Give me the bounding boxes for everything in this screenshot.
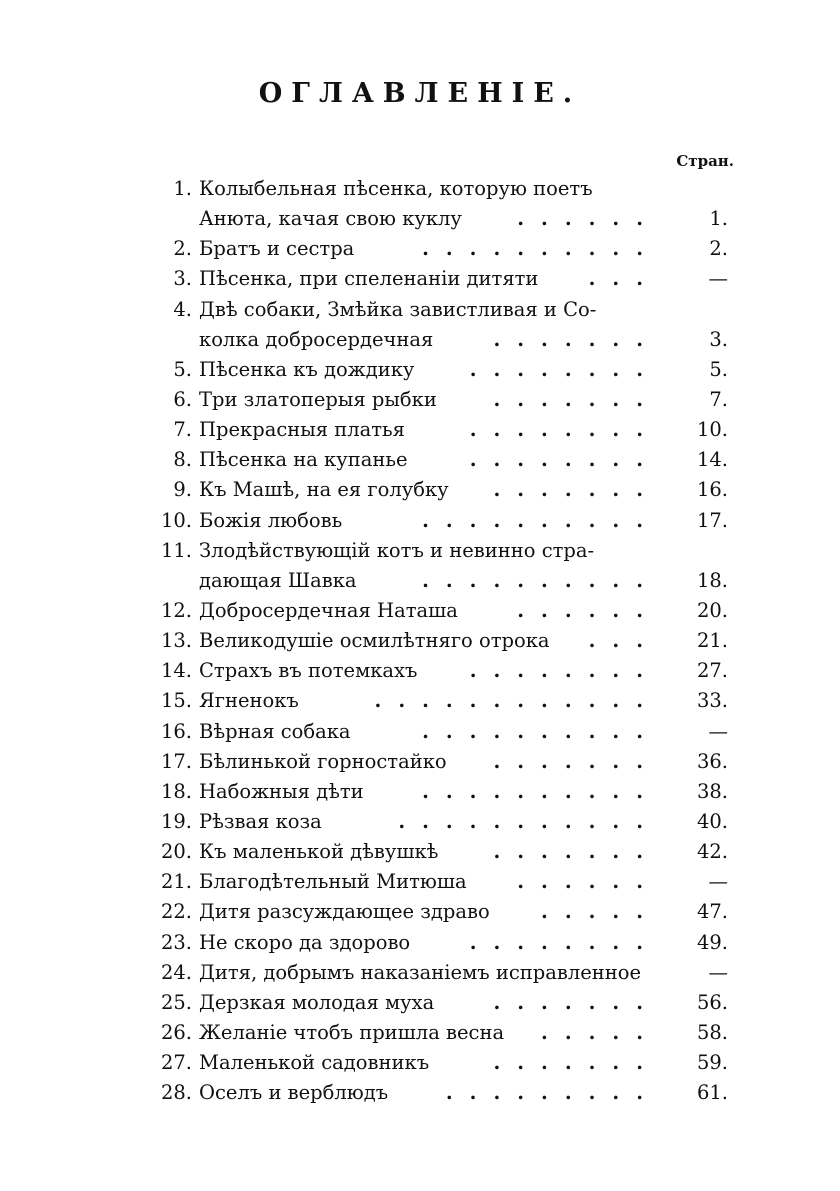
dot-leader: .......: [493, 840, 660, 864]
toc-entry-number: 16.: [160, 719, 192, 743]
dot-leader: ............: [374, 689, 660, 713]
toc-entry-number: 4.: [173, 297, 192, 321]
toc-entry-line: [150, 988, 740, 1018]
dot-leader: .......: [493, 990, 660, 1014]
toc-entry-page: —: [708, 267, 728, 291]
toc-entry-line: [150, 1048, 740, 1078]
toc-entry-number: 17.: [160, 749, 192, 773]
toc-entry-line: [150, 325, 740, 355]
page-column-header: Стран.: [676, 152, 734, 170]
toc-entry-title: Злодѣйствующій котъ и невинно стра-: [199, 538, 595, 562]
toc-entry-line: [150, 596, 740, 626]
toc-entry-title: Не скоро да здорово: [199, 930, 411, 954]
dot-leader: .......: [493, 327, 660, 351]
toc-entry-page: —: [708, 960, 728, 984]
toc-entry-number: 3.: [173, 267, 192, 291]
dot-leader: ...: [588, 267, 660, 291]
toc-entry-page: 10.: [696, 418, 728, 442]
toc-entry-page: —: [708, 719, 728, 743]
toc-entry-title: Рѣзвая коза: [199, 809, 322, 833]
dot-leader: ..........: [422, 508, 660, 532]
toc-entry-line: [150, 475, 740, 505]
toc-entry-page: 58.: [696, 1020, 728, 1044]
toc-entry-page: 59.: [696, 1051, 728, 1075]
toc-entry-page: 33.: [696, 689, 728, 713]
toc-entry-title: Братъ и сестра: [199, 237, 355, 261]
toc-entry-title: Три златоперыя рыбки: [199, 387, 437, 411]
toc-entry-number: 21.: [160, 870, 192, 894]
toc-entry-number: 12.: [160, 598, 192, 622]
toc-entry-line: [150, 355, 740, 385]
toc-entry-title: Пѣсенка къ дождику: [199, 357, 415, 381]
toc-entry-title: Двѣ собаки, Змѣйка завистливая и Со-: [199, 297, 597, 321]
toc-entry-line: [150, 626, 740, 656]
dot-leader: ......: [517, 598, 660, 622]
toc-entry-number: 9.: [173, 478, 192, 502]
toc-entry-line: [150, 747, 740, 777]
dot-leader: ..........: [422, 779, 660, 803]
toc-entry-title: колка добросердечная: [199, 327, 434, 351]
toc-entry-title: Къ маленькой дѣвушкѣ: [199, 840, 439, 864]
toc-entry-title: Колыбельная пѣсенка, которую поетъ: [199, 177, 593, 200]
toc-entry-line: [150, 1018, 740, 1048]
toc-entry-line: [150, 867, 740, 897]
toc-entry-line: [150, 506, 740, 536]
dot-leader: ..........: [422, 719, 660, 743]
toc-entry-title: Оселъ и верблюдъ: [199, 1081, 389, 1105]
toc-entry-page: —: [708, 870, 728, 894]
toc-entry-number: 15.: [160, 689, 192, 713]
toc-entry-number: 18.: [160, 779, 192, 803]
toc-entry-number: 23.: [160, 930, 192, 954]
toc-entry-number: 28.: [160, 1081, 192, 1105]
toc-entry-number: 7.: [173, 418, 192, 442]
toc-entry-line: [150, 807, 740, 837]
toc-entry-title: Желаніе чтобъ пришла весна: [199, 1020, 505, 1044]
toc-entry-title: Къ Машѣ, на ея голубку: [199, 478, 449, 502]
toc-entry-line: [150, 566, 740, 596]
toc-entry-line: [150, 445, 740, 475]
toc-entry-page: 1.: [709, 207, 728, 231]
toc-entry-title: Вѣрная собака: [199, 719, 351, 743]
toc-entry-page: 38.: [696, 779, 728, 803]
toc-entry-page: 61.: [696, 1081, 728, 1105]
toc-entry-number: 1.: [173, 177, 192, 200]
toc-entry-line: [150, 897, 740, 927]
dot-leader: ........: [469, 357, 660, 381]
dot-leader: ...: [588, 629, 660, 653]
dot-leader: .........: [445, 1081, 660, 1105]
toc-entry-page: 42.: [696, 840, 728, 864]
page-title: ОГЛАВЛЕНІЕ.: [258, 78, 582, 109]
toc-entry-line: [150, 295, 740, 325]
toc-entry-page: 17.: [696, 508, 728, 532]
toc-entry-page: 47.: [696, 900, 728, 924]
dot-leader: ...........: [398, 809, 660, 833]
toc-entry-title: Ягненокъ: [199, 689, 299, 713]
toc-entry-page: 56.: [696, 990, 728, 1014]
toc-entry-page: 2.: [709, 237, 728, 261]
toc-entry-page: 27.: [696, 659, 728, 683]
toc-entry-line: [150, 174, 740, 204]
toc-entry-number: 14.: [160, 659, 192, 683]
toc-entry-title: Пѣсенка, при спеленаніи дитяти: [199, 267, 539, 291]
dot-leader: .......: [493, 1051, 660, 1075]
dot-leader: ......: [517, 870, 660, 894]
toc-entry-line: [150, 656, 740, 686]
toc-entry-number: 11.: [160, 538, 192, 562]
toc-entry-number: 27.: [160, 1051, 192, 1075]
toc-entry-line: [150, 958, 740, 988]
toc-entry-number: 20.: [160, 840, 192, 864]
toc-entry-line: [150, 777, 740, 807]
dot-leader: ......: [517, 207, 660, 231]
dot-leader: ..........: [422, 568, 660, 592]
dot-leader: ........: [469, 659, 660, 683]
dot-leader: .....: [541, 900, 660, 924]
toc-entry-title: Прекрасныя платья: [199, 418, 405, 442]
toc-entry-title: Благодѣтельный Митюша: [199, 870, 467, 894]
toc-entry-number: 19.: [160, 809, 192, 833]
toc-entry-title: Пѣсенка на купанье: [199, 448, 408, 472]
toc-entry-title: Страхъ въ потемкахъ: [199, 659, 418, 683]
toc-entry-number: 10.: [160, 508, 192, 532]
dot-leader: .....: [541, 1020, 660, 1044]
toc-entry-title: Маленькой садовникъ: [199, 1051, 430, 1075]
toc-entry-title: Анюта, качая свою куклу: [199, 207, 462, 231]
toc-entry-page: 21.: [696, 629, 728, 653]
toc-entry-number: 8.: [173, 448, 192, 472]
toc-entry-line: [150, 717, 740, 747]
dot-leader: ..........: [422, 237, 660, 261]
toc-entry-line: [150, 204, 740, 234]
toc-entry-title: Великодушіе осмилѣтняго отрока: [199, 629, 550, 653]
dot-leader: .......: [493, 749, 660, 773]
toc-entry-page: 3.: [709, 327, 728, 351]
toc-entry-line: [150, 837, 740, 867]
toc-entry-page: 18.: [696, 568, 728, 592]
toc-entry-title: Бѣлинькой горностайко: [199, 749, 447, 773]
toc-entry-number: 13.: [160, 629, 192, 653]
toc-entry-title: Добросердечная Наташа: [199, 598, 458, 622]
toc-entry-line: [150, 1078, 740, 1108]
dot-leader: ........: [469, 448, 660, 472]
toc-entry-page: 36.: [696, 749, 728, 773]
toc-entry-line: [150, 264, 740, 294]
toc-entry-number: 5.: [173, 357, 192, 381]
toc-entry-number: 6.: [173, 387, 192, 411]
toc-entry-number: 22.: [160, 900, 192, 924]
toc-entry-page: 16.: [696, 478, 728, 502]
toc-entry-line: [150, 415, 740, 445]
table-of-contents: [150, 174, 740, 1108]
toc-entry-title: Дитя, добрымъ наказаніемъ исправленное: [199, 960, 642, 984]
dot-leader: .......: [493, 387, 660, 411]
toc-entry-line: [150, 928, 740, 958]
toc-entry-page: 40.: [696, 809, 728, 833]
toc-entry-page: 7.: [709, 387, 728, 411]
toc-entry-number: 24.: [160, 960, 192, 984]
toc-entry-page: 20.: [696, 598, 728, 622]
toc-entry-line: [150, 385, 740, 415]
dot-leader: .......: [493, 478, 660, 502]
toc-entry-line: [150, 234, 740, 264]
toc-entry-page: 14.: [696, 448, 728, 472]
dot-leader: ........: [469, 418, 660, 442]
toc-entry-number: 2.: [173, 237, 192, 261]
toc-entry-title: Набожныя дѣти: [199, 779, 364, 803]
toc-entry-title: Божія любовь: [199, 508, 343, 532]
toc-entry-line: [150, 536, 740, 566]
toc-entry-number: 25.: [160, 990, 192, 1014]
toc-entry-number: 26.: [160, 1020, 192, 1044]
dot-leader: ........: [469, 930, 660, 954]
toc-entry-title: Дитя разсуждающее здраво: [199, 900, 490, 924]
toc-entry-title: дающая Шавка: [199, 568, 357, 592]
toc-entry-title: Дерзкая молодая муха: [199, 990, 435, 1014]
toc-entry-page: 5.: [709, 357, 728, 381]
toc-entry-line: [150, 686, 740, 716]
toc-entry-page: 49.: [696, 930, 728, 954]
